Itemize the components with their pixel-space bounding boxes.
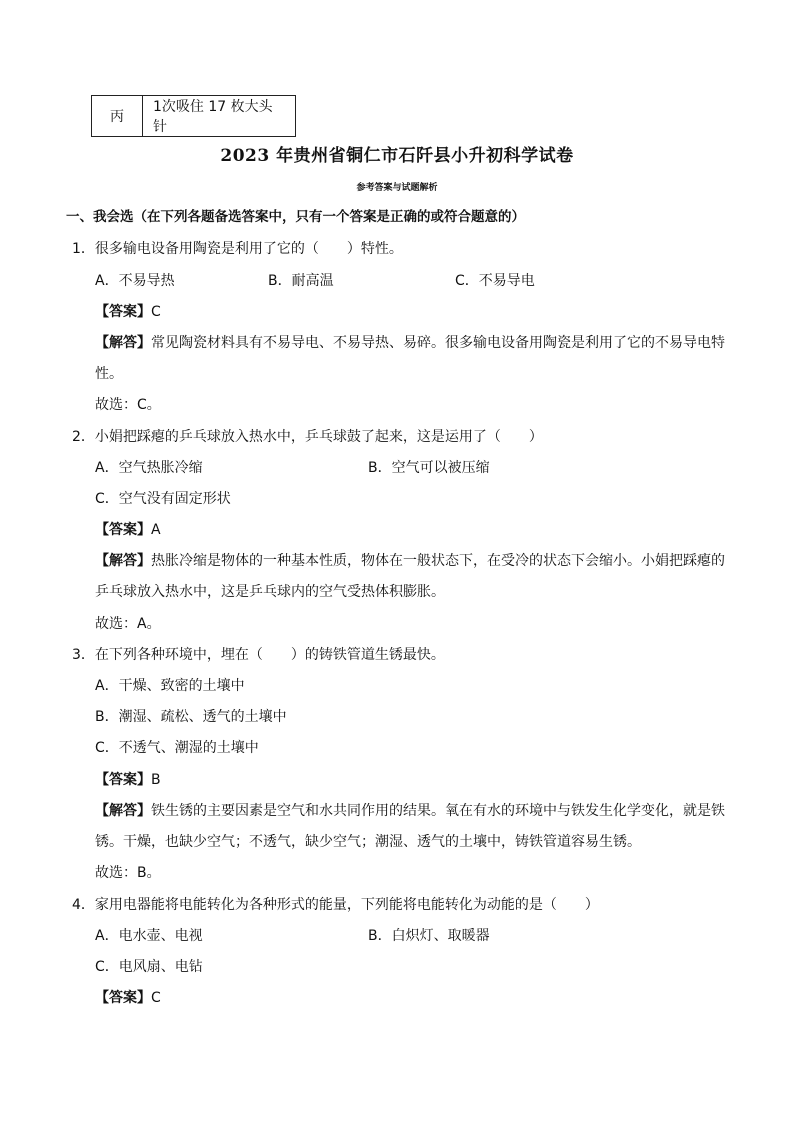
table-row	[92, 96, 296, 137]
question-2-analysis-line-1	[95, 552, 725, 570]
question-2-choice: 故选：A。	[95, 616, 161, 632]
question-3-analysis-line-1	[95, 802, 725, 820]
question-1-stem: 1．很多输电设备用陶瓷是利用了它的（ ）特性。	[72, 241, 403, 257]
answer-tag: 【答案】	[95, 304, 151, 320]
question-2-analysis-line-2: 乒乓球放入热水中，这是乒乓球内的空气受热体积膨胀。	[95, 584, 445, 600]
question-2-option-a: A．空气热胀冷缩	[95, 460, 203, 476]
answer-value: C	[151, 990, 161, 1006]
question-2-option-b: B．空气可以被压缩	[368, 460, 490, 476]
question-1-analysis-line-2: 性。	[95, 366, 123, 382]
answer-tag: 【答案】	[95, 990, 151, 1006]
question-4-answer	[95, 989, 161, 1007]
question-1-option-c: C．不易导电	[455, 273, 535, 289]
analysis-text: 热胀冷缩是物体的一种基本性质，物体在一般状态下，在受冷的状态下会缩小。小娟把踩瘪的	[151, 553, 725, 569]
question-1-answer	[95, 303, 161, 321]
question-4-stem: 4．家用电器能将电能转化为各种形式的能量，下列能将电能转化为动能的是（ ）	[72, 897, 599, 913]
question-3-analysis-line-2: 锈。干燥，也缺少空气；不透气，缺少空气；潮湿、透气的土壤中，铸铁管道容易生锈。	[95, 834, 641, 850]
question-2-answer	[95, 521, 161, 539]
question-3-option-a: A．干燥、致密的土壤中	[95, 678, 245, 694]
question-1-option-b: B．耐高温	[268, 273, 334, 289]
question-3-choice: 故选：B。	[95, 865, 161, 881]
analysis-text: 铁生锈的主要因素是空气和水共同作用的结果。氧在有水的环境中与铁发生化学变化，就是铁	[151, 803, 725, 819]
answer-value: C	[151, 304, 161, 320]
question-2-option-c: C．空气没有固定形状	[95, 491, 231, 507]
answer-tag: 【答案】	[95, 522, 151, 538]
question-3-option-c: C．不透气、潮湿的土壤中	[95, 740, 259, 756]
question-4-option-c: C．电风扇、电钻	[95, 959, 203, 975]
question-1-option-a: A．不易导热	[95, 273, 175, 289]
analysis-text: 常见陶瓷材料具有不易导电、不易导热、易碎。很多输电设备用陶瓷是利用了它的不易导电特	[151, 335, 725, 351]
analysis-tag: 【解答】	[95, 553, 151, 569]
analysis-tag: 【解答】	[95, 803, 151, 819]
result-table	[91, 95, 296, 137]
question-1-analysis-line-1	[95, 334, 725, 352]
table-cell-group: 丙	[92, 96, 143, 137]
question-3-option-b: B．潮湿、疏松、透气的土壤中	[95, 709, 287, 725]
question-2-stem: 2．小娟把踩瘪的乒乓球放入热水中，乒乓球鼓了起来，这是运用了（ ）	[72, 429, 543, 445]
page-subtitle: 参考答案与试题解析	[356, 183, 438, 193]
question-4-option-a: A．电水壶、电视	[95, 928, 203, 944]
section-heading: 一、我会选（在下列各题备选答案中，只有一个答案是正确的或符合题意的）	[66, 209, 525, 225]
question-1-choice: 故选：C。	[95, 397, 161, 413]
question-3-stem: 3．在下列各种环境中，埋在（ ）的铸铁管道生锈最快。	[72, 647, 445, 663]
answer-tag: 【答案】	[95, 772, 151, 788]
table-cell-result: 1次吸住 17 枚大头针	[143, 96, 296, 137]
answer-value: A	[151, 522, 161, 538]
analysis-tag: 【解答】	[95, 335, 151, 351]
answer-value: B	[151, 772, 161, 788]
question-4-option-b: B．白炽灯、取暖器	[368, 928, 490, 944]
question-3-answer	[95, 771, 161, 789]
page-title: 2023 年贵州省铜仁市石阡县小升初科学试卷	[220, 146, 574, 166]
